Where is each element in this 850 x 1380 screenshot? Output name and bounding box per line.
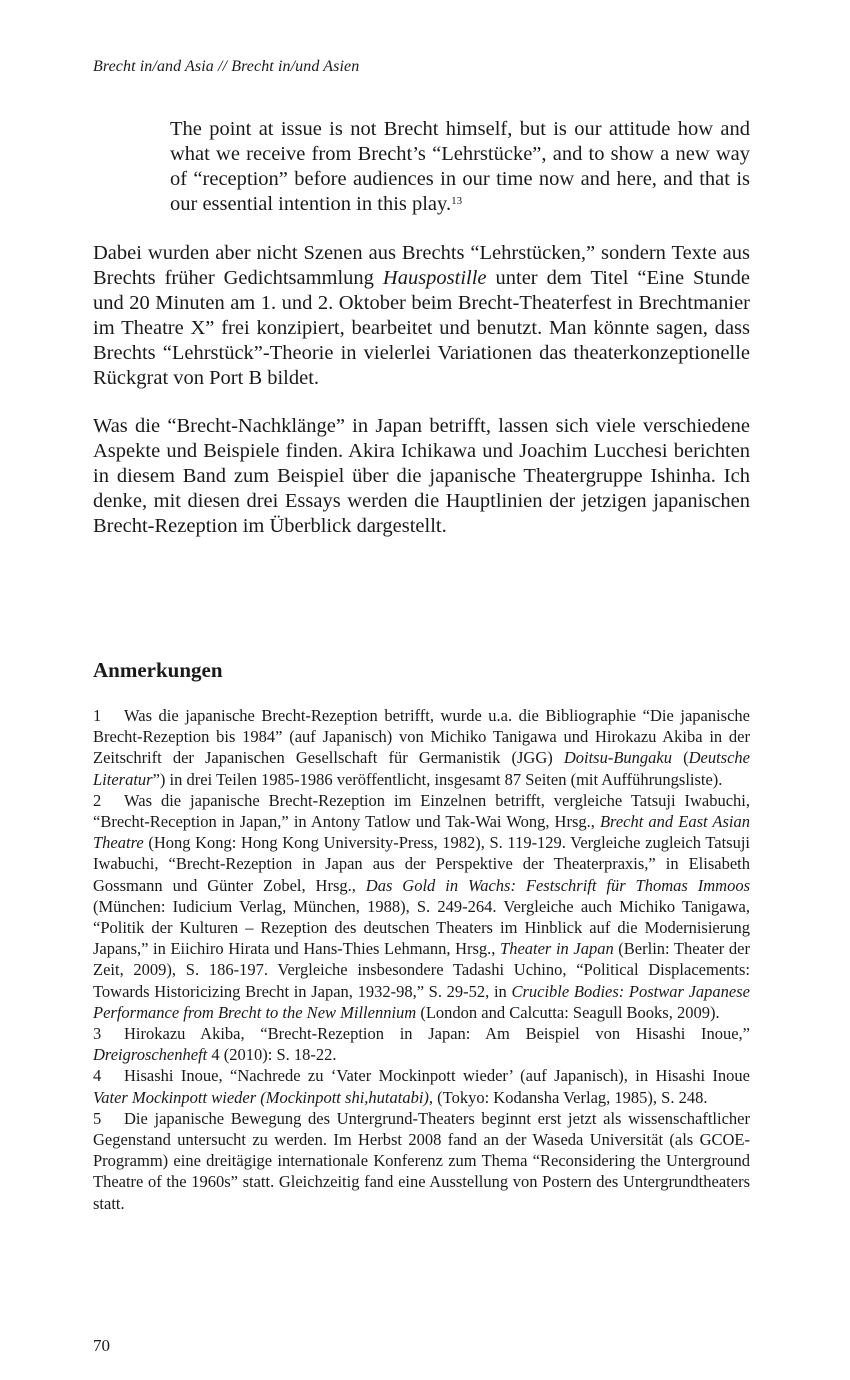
italic-title: Dreigroschenheft bbox=[93, 1045, 208, 1065]
italic-title: Das Gold in Wachs: Festschrift für Thomas Immoos bbox=[365, 875, 750, 895]
text-run: 4 (2010): S. 18-22. bbox=[207, 1045, 337, 1065]
text-run: (London and Calcutta: Seagull Books, 2009). bbox=[416, 1002, 720, 1022]
note-4 bbox=[93, 1065, 750, 1107]
text-run: unter dem Titel “Eine Stunde und 20 Minuten am 1. und 2. Oktober beim Brecht-Theaterfest in Brechtmanier im Theatre X” frei konzipiert, bearbeitet und benutzt. Man könnte sagen, dass Brechts “Lehrstück”-Theorie in vielerlei Variationen das theaterkonzeptionelle Rückgrat von Port B bildet. bbox=[93, 267, 750, 389]
page-number: 70 bbox=[93, 1336, 110, 1355]
note-number: 1 bbox=[93, 706, 102, 725]
italic-title: Brecht and East Asian Theatre bbox=[93, 812, 750, 853]
note-3 bbox=[93, 1023, 750, 1065]
note-number: 4 bbox=[93, 1066, 102, 1086]
running-header: Brecht in/and Asia // Brecht in/und Asien bbox=[93, 58, 360, 75]
text-run: Die japanische Bewegung des Untergrund-Theaters beginnt erst jetzt als wissenschaftlicher Gegenstand untersucht zu werden. Im Herbst 2008 fand an der Waseda Universität (als GCOE-Programm) eine dreitägige internationale Konferenz zum Thema “Reconsidering the Unterground Theatre of the 1960s” statt. Gleichzeitig fand eine Ausstellung von Postern des Untergrundtheaters statt. bbox=[93, 1108, 750, 1213]
text-run: (Tokyo: Kodansha Verlag, 1985), S. 248. bbox=[433, 1087, 708, 1107]
notes-heading: Anmerkungen bbox=[93, 658, 223, 682]
italic-title: Crucible Bodies: Postwar Japanese Performance from Brecht to the New Millennium bbox=[93, 981, 750, 1022]
italic-title: Theater in Japan bbox=[500, 939, 614, 959]
text-run: ( bbox=[672, 748, 689, 768]
note-number: 3 bbox=[93, 1024, 102, 1044]
text-run: (Berlin: Theater der Zeit, 2009), S. 186-197. Vergleiche insbesondere Tadashi Uchino, “Political Displacements: Towards Historicizing Brecht in Japan, 1932-98,” S. 29-52, in bbox=[93, 939, 750, 1001]
body-paragraph-2: Was die “Brecht-Nachklänge” in Japan betrifft, lassen sich viele verschiedene Aspekte und Beispiele finden. Akira Ichikawa und Joachim Lucchesi berichten in diesem Band zum Beispiel über die japanische Theatergruppe Ishinha. Ich denke, mit diesen drei Essays werden die Hauptlinien der jetzigen japanischen Brecht-Rezeption im Überblick dargestellt. bbox=[93, 415, 750, 537]
note-number: 2 bbox=[93, 790, 102, 810]
text-run: ”) in drei Teilen 1985-1986 veröffentlicht, insgesamt 87 Seiten (mit Aufführungsliste). bbox=[152, 769, 723, 789]
italic-title: Vater Mockinpott wieder (Mockinpott shi,hutatabi), bbox=[93, 1087, 434, 1107]
italic-title: Deutsche Literatur bbox=[93, 748, 751, 789]
text-run: Hirokazu Akiba, “Brecht-Rezeption in Japan: Am Beispiel von Hisashi Inoue,” bbox=[124, 1024, 750, 1044]
text-run: Hisashi Inoue, “Nachrede zu ‘Vater Mockinpott wieder’ (auf Japanisch), in Hisashi Inoue bbox=[124, 1066, 750, 1086]
notes-list bbox=[93, 705, 750, 1214]
book-title: Hauspostille bbox=[382, 267, 487, 289]
block-quote-text: The point at issue is not Brecht himself, but is our attitude how and what we receive from Brecht’s “Lehrstücke”, and to show a new way of “reception” before audiences in our time now and here, and that is our essential intention in this play. bbox=[170, 118, 750, 215]
text-run: Was die japanische Brecht-Rezeption im Einzelnen betrifft, vergleiche Tatsuji Iwabuchi, “Brecht-Reception in Japan,” in Antony Tatlow und Tak-Wai Wong, Hrsg., bbox=[93, 790, 750, 832]
text-run: (Hong Kong: Hong Kong University-Press, 1982), S. 119-129. Vergleiche zugleich Tatsuji Iwabuchi, “Brecht-Rezeption in Japan aus der Perspektive der Theaterpraxis,” in Elisabeth Gossmann und Günter Zobel, Hrsg., bbox=[93, 833, 750, 895]
italic-title: Doitsu-Bungaku bbox=[563, 748, 672, 768]
note-1 bbox=[93, 705, 750, 790]
note-5 bbox=[93, 1108, 750, 1214]
text-run: (München: Iudicium Verlag, München, 1988), S. 249-264. Vergleiche auch Michiko Tanigawa, “Politik der Kulturen – Rezeption des deutschen Theaters im Hinblick auf die Modernisierung Japans,” in Eiichiro Hirata und Hans-Thies Lehmann, Hrsg., bbox=[93, 896, 750, 959]
block-quote bbox=[170, 117, 750, 217]
body-paragraph-1 bbox=[93, 241, 750, 391]
text-run: Dabei wurden aber nicht Szenen aus Brechts “Lehrstücken,” sondern Texte aus Brechts früher Gedichtsammlung bbox=[93, 242, 750, 289]
text-run: Was die japanische Brecht-Rezeption betrifft, wurde u.a. die Bibliographie “Die japanische Brecht-Rezeption bis 1984” (auf Japanisch) von Michiko Tanigawa und Hirokazu Akiba in der Zeitschrift der Japanischen Gesellschaft für Germanistik (JGG) bbox=[93, 706, 750, 768]
note-number: 5 bbox=[93, 1108, 102, 1128]
note-2 bbox=[93, 790, 750, 1023]
footnote-ref: 13 bbox=[451, 195, 463, 207]
